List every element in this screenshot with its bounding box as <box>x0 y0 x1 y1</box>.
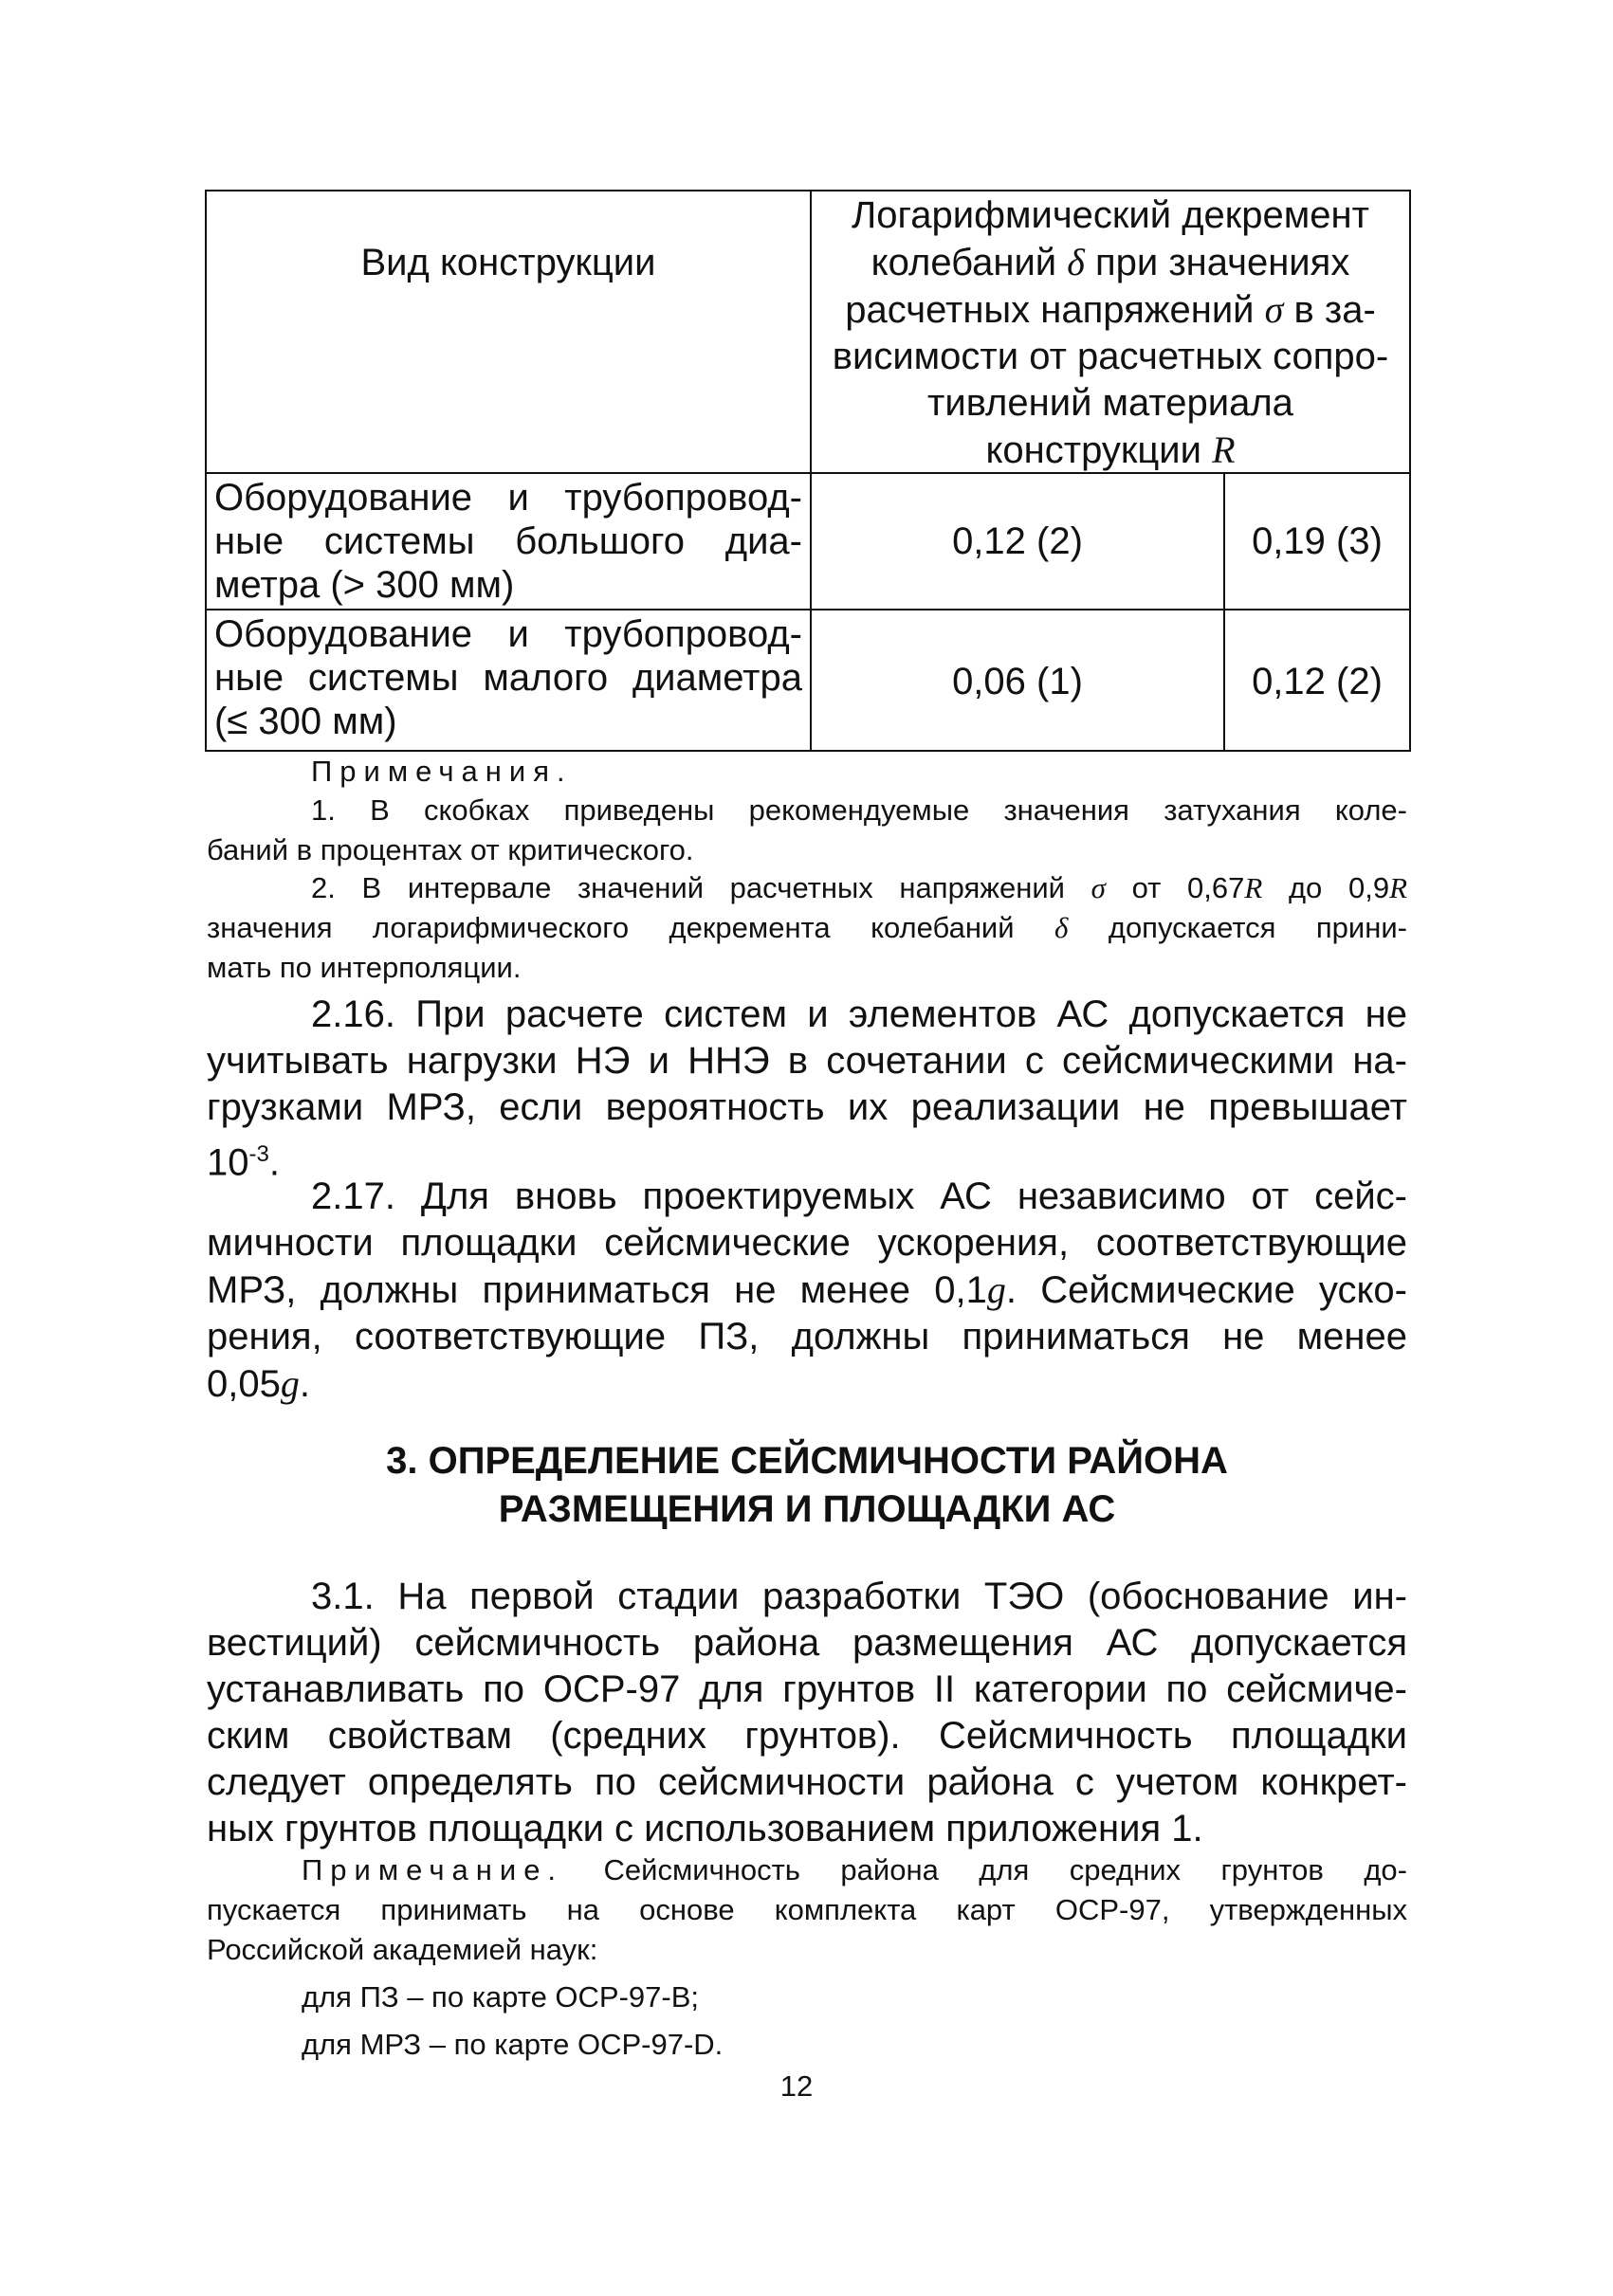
table-row-2-value-1: 0,06 (1) <box>952 661 1083 702</box>
note-line: Российской академией наук: <box>207 1933 598 1966</box>
type-line: ные системы большого диа- <box>214 520 802 562</box>
para-line: рения, соответствующие ПЗ, должны приниматься не менее <box>207 1316 1407 1358</box>
para-line: грузками МРЗ, если вероятность их реализации не превышает <box>207 1086 1407 1128</box>
note-line: значения логарифмического декремента колебаний δ допускается прини- <box>207 911 1407 944</box>
header-line: тивлений материала <box>927 382 1293 424</box>
table-row-2-value-2: 0,12 (2) <box>1252 661 1383 702</box>
note-2 <box>207 868 1407 988</box>
note-line: мать по интерполяции. <box>207 951 522 984</box>
note-text: 1. В скобках приведены рекомендуемые значения затухания коле- <box>311 793 1407 827</box>
para-line: учитывать нагрузки НЭ и ННЭ в сочетании с сейсмическими на- <box>207 1040 1407 1082</box>
table-divider-col2 <box>1223 472 1225 752</box>
header-line: колебаний δ при значениях <box>871 241 1350 283</box>
notes-heading: Примечания. <box>311 755 573 788</box>
table-row-2-type <box>214 612 802 743</box>
table-header-decrement <box>812 190 1409 474</box>
header-line: расчетных напряжений σ в за- <box>845 288 1376 331</box>
list-item: для МРЗ – по карте ОСР-97-D. <box>302 2028 724 2061</box>
table-row-1-type <box>214 476 802 607</box>
para-line: 2.17. Для вновь проектируемых АС независимо от сейс- <box>311 1175 1407 1217</box>
type-line: Оборудование и трубопровод- <box>214 477 802 519</box>
power-exponent: -3 <box>248 1141 269 1167</box>
type-line: метра (> 300 мм) <box>214 564 515 606</box>
para-line: следует определять по сейсмичности района с учетом конкрет- <box>207 1761 1407 1803</box>
note-line <box>207 791 1407 830</box>
table-header-type: Вид конструкции <box>360 242 656 283</box>
paragraph-2-17 <box>207 1174 1407 1408</box>
power-base: 10 <box>207 1141 249 1184</box>
note-label: Примечание. <box>302 1853 564 1886</box>
note-line <box>207 1850 1407 1890</box>
note-text: Сейсмичность района для средних грунтов до- <box>603 1853 1407 1886</box>
para-line: ским свойствам (средних грунтов). Сейсмичность площадки <box>207 1715 1407 1757</box>
note-line: 2. В интервале значений расчетных напряжений σ от 0,67R до 0,9R <box>311 871 1407 904</box>
para-line: устанавливать по ОСР-97 для грунтов II категории по сейсмиче- <box>207 1668 1407 1710</box>
section-3-heading <box>207 1437 1407 1534</box>
para-line: мичности площадки сейсмические ускорения, соответствующие <box>207 1222 1407 1264</box>
para-line: 0,05g. <box>207 1362 310 1405</box>
list-item: для ПЗ – по карте ОСР-97-В; <box>302 1980 700 2014</box>
page-number: 12 <box>779 2069 814 2103</box>
table-divider-row <box>205 609 1411 610</box>
table-row-1-value-1: 0,12 (2) <box>952 520 1083 562</box>
period: . <box>268 1141 280 1184</box>
table-border-right <box>1409 190 1411 752</box>
note-line: баний в процентах от критического. <box>207 833 694 866</box>
para-line: ных грунтов площадки с использованием приложения 1. <box>207 1808 1203 1850</box>
type-line: ные системы малого диаметра <box>214 657 802 699</box>
heading-line: РАЗМЕЩЕНИЯ И ПЛОЩАДКИ АС <box>498 1488 1116 1530</box>
section-3-note <box>207 1850 1407 2065</box>
para-line: вестиций) сейсмичность района размещения АС допускается <box>207 1622 1407 1664</box>
type-line: Оборудование и трубопровод- <box>214 613 802 655</box>
type-line: (≤ 300 мм) <box>214 701 397 742</box>
para-line: МРЗ, должны приниматься не менее 0,1g. Сейсмические уско- <box>207 1268 1408 1311</box>
para-line: 2.16. При расчете систем и элементов АС допускается не <box>311 993 1407 1035</box>
paragraph-3-1 <box>207 1574 1407 1852</box>
paragraph-2-16 <box>207 992 1407 1186</box>
note-line: пускается принимать на основе комплекта карт ОСР-97, утвержденных <box>207 1893 1407 1926</box>
header-line: висимости от расчетных сопро- <box>832 336 1389 377</box>
heading-line: 3. ОПРЕДЕЛЕНИЕ СЕЙСМИЧНОСТИ РАЙОНА <box>386 1440 1228 1482</box>
header-line: конструкции R <box>985 428 1236 471</box>
para-line: 3.1. На первой стадии разработки ТЭО (обоснование ин- <box>311 1576 1407 1617</box>
note-1 <box>207 791 1407 870</box>
header-line: Логарифмический декремент <box>852 194 1369 236</box>
table-row-1-value-2: 0,19 (3) <box>1252 520 1383 562</box>
